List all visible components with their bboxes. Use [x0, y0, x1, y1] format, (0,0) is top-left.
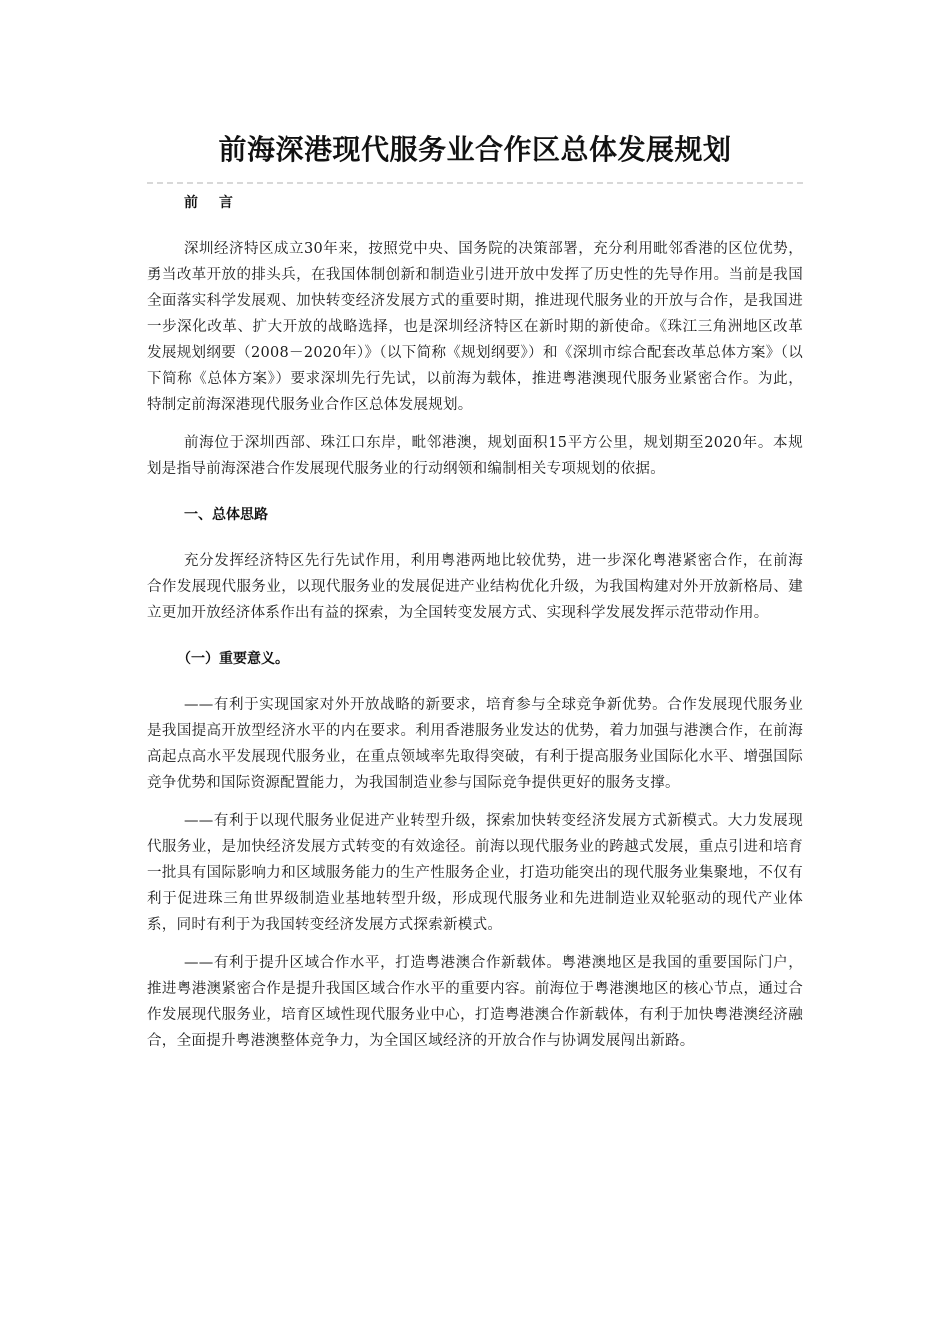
body-paragraph: 深圳经济特区成立30年来，按照党中央、国务院的决策部署，充分利用毗邻香港的区位优势，勇当改革开放的排头兵，在我国体制创新和制造业引进开放中发挥了历史性的先导作用。当前是我国全面落实科学发展观、加快转变经济发展方式的重要时期，推进现代服务业的开放与合作，是我国进一步深化改革、扩大开放的战略选择，也是深圳经济特区在新时期的新使命。《珠江三角洲地区改革发展规划纲要（2008－2020年）》（以下简称《规划纲要》）和《深圳市综合配套改革总体方案》（以下简称《总体方案》）要求深圳先行先试，以前海为载体，推进粤港澳现代服务业紧密合作。为此，特制定前海深港现代服务业合作区总体发展规划。	[147, 241, 803, 413]
document-body	[147, 190, 803, 1054]
body-paragraph: ——有利于实现国家对外开放战略的新要求，培育参与全球竞争新优势。合作发展现代服务业是我国提高开放型经济水平的内在要求。利用香港服务业发达的优势，着力加强与港澳合作，在前海高起点高水平发展现代服务业，在重点领域率先取得突破，有利于提高服务业国际化水平、增强国际竞争优势和国际资源配置能力，为我国制造业参与国际竞争提供更好的服务支撑。	[147, 697, 803, 791]
body-paragraph: ——有利于以现代服务业促进产业转型升级，探索加快转变经济发展方式新模式。大力发展现代服务业，是加快经济发展方式转变的有效途径。前海以现代服务业的跨越式发展，重点引进和培育一批具有国际影响力和区域服务能力的生产性服务企业，打造功能突出的现代服务业集聚地，不仅有利于促进珠三角世界级制造业基地转型升级，形成现代服务业和先进制造业双轮驱动的现代产业体系，同时有利于为我国转变经济发展方式探索新模式。	[147, 813, 803, 933]
document-title: 前海深港现代服务业合作区总体发展规划	[218, 133, 732, 166]
preface-heading: 前 言	[184, 195, 241, 211]
body-paragraph: 充分发挥经济特区先行先试作用，利用粤港两地比较优势，进一步深化粤港紧密合作，在前海合作发展现代服务业，以现代服务业的发展促进产业结构优化升级，为我国构建对外开放新格局、建立更加开放经济体系作出有益的探索，为全国转变发展方式、实现科学发展发挥示范带动作用。	[147, 553, 803, 621]
subsection-heading: （一）重要意义。	[177, 651, 289, 667]
section-heading: 一、总体思路	[184, 507, 268, 523]
body-paragraph: 前海位于深圳西部、珠江口东岸，毗邻港澳，规划面积15平方公里，规划期至2020年。本规划是指导前海深港合作发展现代服务业的行动纲领和编制相关专项规划的依据。	[147, 435, 803, 477]
title-divider	[147, 182, 803, 184]
body-paragraph: ——有利于提升区域合作水平，打造粤港澳合作新载体。粤港澳地区是我国的重要国际门户，推进粤港澳紧密合作是提升我国区域合作水平的重要内容。前海位于粤港澳地区的核心节点，通过合作发展现代服务业，培育区域性现代服务业中心，打造粤港澳合作新载体，有利于加快粤港澳经济融合，全面提升粤港澳整体竞争力，为全国区域经济的开放合作与协调发展闯出新路。	[147, 955, 803, 1049]
